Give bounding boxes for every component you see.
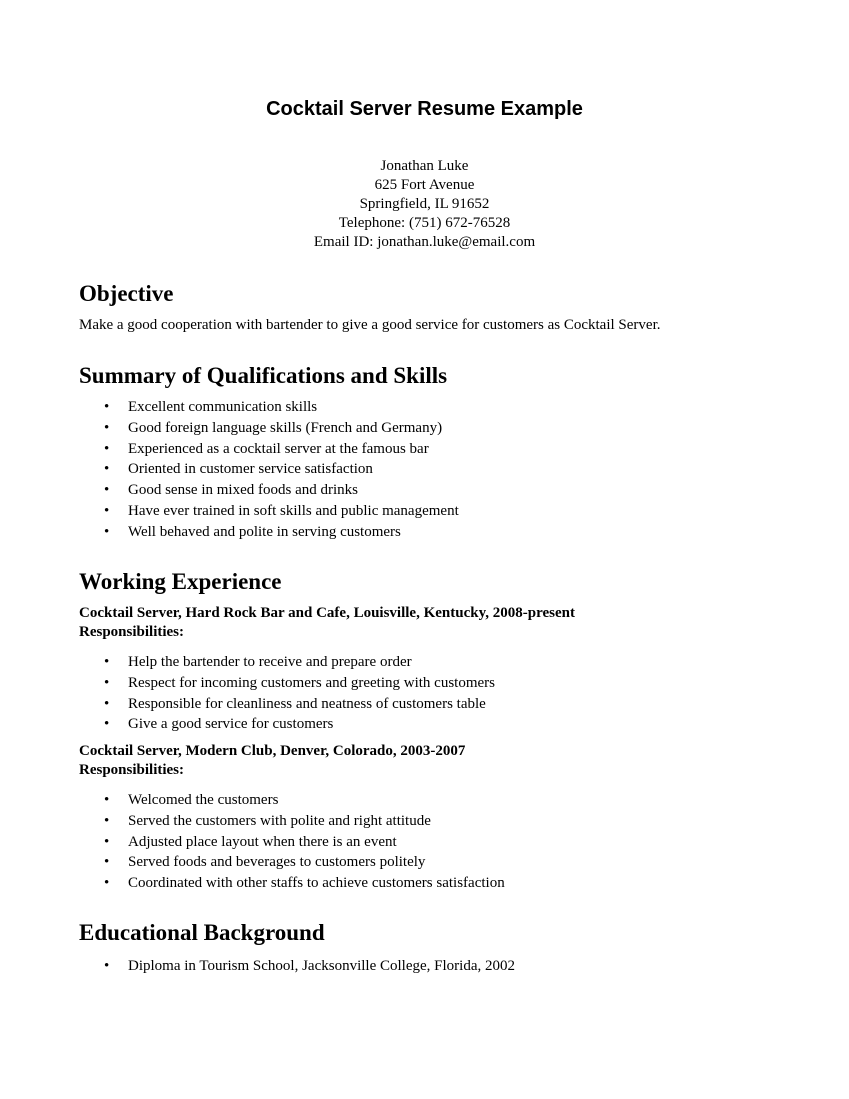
bullet-icon: • xyxy=(104,695,110,712)
summary-item-text: Good sense in mixed foods and drinks xyxy=(128,482,358,499)
bullet-icon: • xyxy=(104,523,110,540)
bullet-icon: • xyxy=(104,502,110,519)
responsibilities-label: Responsibilities: xyxy=(79,624,185,640)
bullet-icon: • xyxy=(104,716,110,733)
list-item xyxy=(0,480,459,501)
bullet-icon: • xyxy=(104,482,110,499)
objective-text: Make a good cooperation with bartender to give a good service for customers as Cocktail Server. xyxy=(79,317,661,333)
responsibility-text: Served foods and beverages to customers politely xyxy=(128,854,426,871)
responsibility-text: Help the bartender to receive and prepare order xyxy=(128,654,412,670)
contact-city: Springfield, IL 91652 xyxy=(359,196,490,212)
responsibility-text: Served the customers with polite and right attitude xyxy=(128,812,431,829)
list-item xyxy=(0,956,515,977)
bullet-icon: • xyxy=(104,812,110,829)
contact-name: Jonathan Luke xyxy=(380,158,469,174)
list-item xyxy=(0,790,505,811)
bullet-icon: • xyxy=(104,833,110,850)
list-item xyxy=(0,439,459,460)
bullet-icon: • xyxy=(104,419,110,436)
list-item xyxy=(0,459,459,480)
document-title: Cocktail Server Resume Example xyxy=(266,98,583,120)
list-item xyxy=(0,811,505,832)
objective-heading: Objective xyxy=(79,281,174,306)
bullet-icon: • xyxy=(104,399,110,415)
list-item xyxy=(0,501,459,522)
responsibility-text: Welcomed the customers xyxy=(128,792,279,808)
list-item xyxy=(0,694,495,715)
list-item xyxy=(0,522,459,543)
list-item xyxy=(0,397,459,418)
contact-address: 625 Fort Avenue xyxy=(374,177,475,193)
bullet-icon: • xyxy=(104,461,110,478)
contact-block xyxy=(0,157,849,252)
bullet-icon: • xyxy=(104,958,110,974)
responsibility-text: Adjusted place layout when there is an event xyxy=(128,833,397,850)
bullet-icon: • xyxy=(104,875,110,892)
responsibility-text: Responsible for cleanliness and neatness of customers table xyxy=(128,695,486,712)
bullet-icon: • xyxy=(104,440,110,457)
list-item xyxy=(0,832,505,853)
summary-item-text: Well behaved and polite in serving customers xyxy=(128,523,401,540)
responsibility-text: Respect for incoming customers and greeting with customers xyxy=(128,674,495,691)
summary-item-text: Oriented in customer service satisfaction xyxy=(128,461,373,478)
bullet-icon: • xyxy=(104,792,110,808)
job-title: Cocktail Server, Hard Rock Bar and Cafe, Louisville, Kentucky, 2008-present xyxy=(79,605,575,621)
job-title: Cocktail Server, Modern Club, Denver, Colorado, 2003-2007 xyxy=(79,743,466,759)
responsibility-text: Coordinated with other staffs to achieve customers satisfaction xyxy=(128,875,505,892)
summary-list xyxy=(0,397,459,543)
bullet-icon: • xyxy=(104,854,110,871)
education-heading: Educational Background xyxy=(79,920,325,945)
job-2-responsibilities-list xyxy=(0,790,505,894)
list-item xyxy=(0,852,505,873)
summary-item-text: Experienced as a cocktail server at the famous bar xyxy=(128,440,429,457)
job-1-responsibilities-list xyxy=(0,652,495,735)
bullet-icon: • xyxy=(104,674,110,691)
summary-item-text: Good foreign language skills (French and Germany) xyxy=(128,419,443,436)
list-item xyxy=(0,418,459,439)
list-item xyxy=(0,873,505,894)
list-item xyxy=(0,673,495,694)
responsibility-text: Give a good service for customers xyxy=(128,716,334,733)
education-list xyxy=(0,956,515,977)
summary-item-text: Excellent communication skills xyxy=(128,399,318,415)
summary-heading: Summary of Qualifications and Skills xyxy=(79,363,448,388)
experience-heading: Working Experience xyxy=(79,569,282,594)
contact-email: Email ID: jonathan.luke@email.com xyxy=(313,234,536,250)
list-item xyxy=(0,714,495,735)
list-item xyxy=(0,652,495,673)
responsibilities-label: Responsibilities: xyxy=(79,762,185,778)
education-item-text: Diploma in Tourism School, Jacksonville College, Florida, 2002 xyxy=(128,958,515,974)
bullet-icon: • xyxy=(104,654,110,670)
contact-telephone: Telephone: (751) 672-76528 xyxy=(338,215,511,231)
summary-item-text: Have ever trained in soft skills and public management xyxy=(128,502,459,519)
